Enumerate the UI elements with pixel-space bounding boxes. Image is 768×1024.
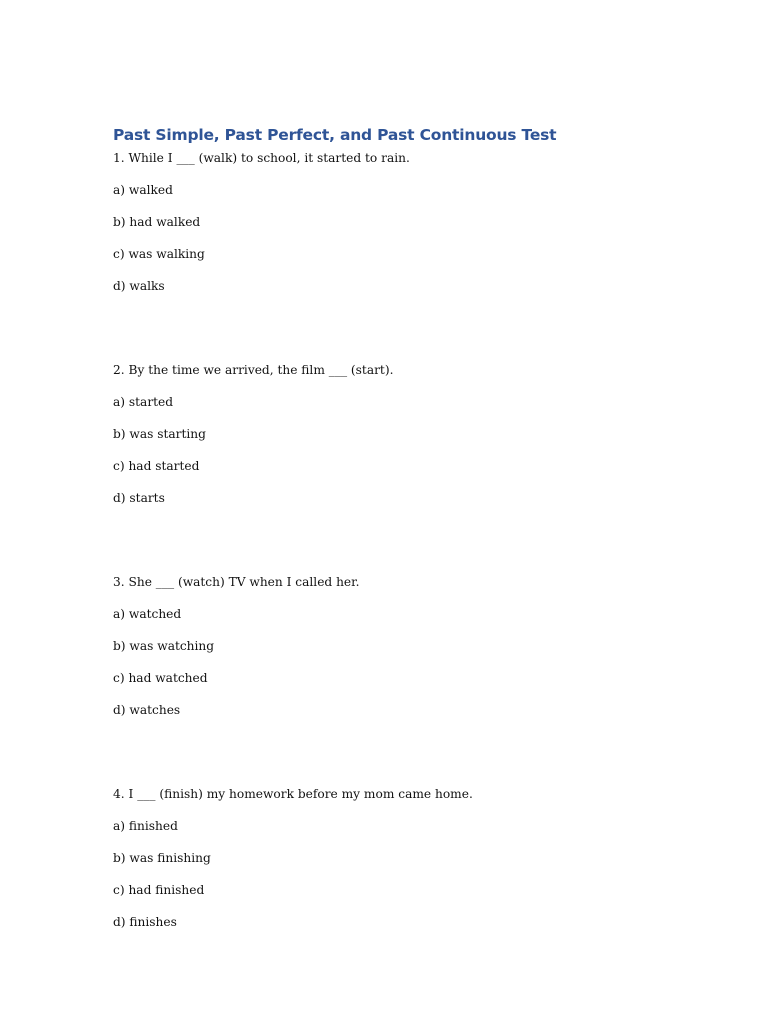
option-b: b) had walked (113, 215, 201, 229)
option-a: a) finished (113, 819, 178, 833)
option-d: d) watches (113, 703, 181, 717)
question-text: 1. While I ___ (walk) to school, it started to rain. (113, 151, 410, 165)
option-c: c) was walking (113, 247, 205, 261)
question-text: 3. She ___ (watch) TV when I called her. (113, 575, 360, 589)
option-a: a) walked (113, 183, 173, 197)
option-b: b) was watching (113, 639, 215, 653)
option-b: b) was finishing (113, 851, 211, 865)
option-a: a) started (113, 395, 174, 409)
option-a: a) watched (113, 607, 182, 621)
option-b: b) was starting (113, 427, 206, 441)
question-3 (113, 570, 673, 730)
question-1 (113, 146, 673, 306)
question-text: 4. I ___ (finish) my homework before my mom came home. (113, 787, 473, 801)
option-d: d) finishes (113, 915, 177, 929)
document-title: Past Simple, Past Perfect, and Past Continuous Test (113, 126, 557, 144)
question-2 (113, 358, 673, 518)
question-text: 2. By the time we arrived, the film ___ (start). (113, 363, 394, 377)
option-d: d) starts (113, 491, 165, 505)
question-4 (113, 782, 673, 942)
option-c: c) had watched (113, 671, 208, 685)
option-c: c) had finished (113, 883, 205, 897)
option-d: d) walks (113, 279, 165, 293)
option-c: c) had started (113, 459, 200, 473)
document-page (113, 124, 673, 994)
